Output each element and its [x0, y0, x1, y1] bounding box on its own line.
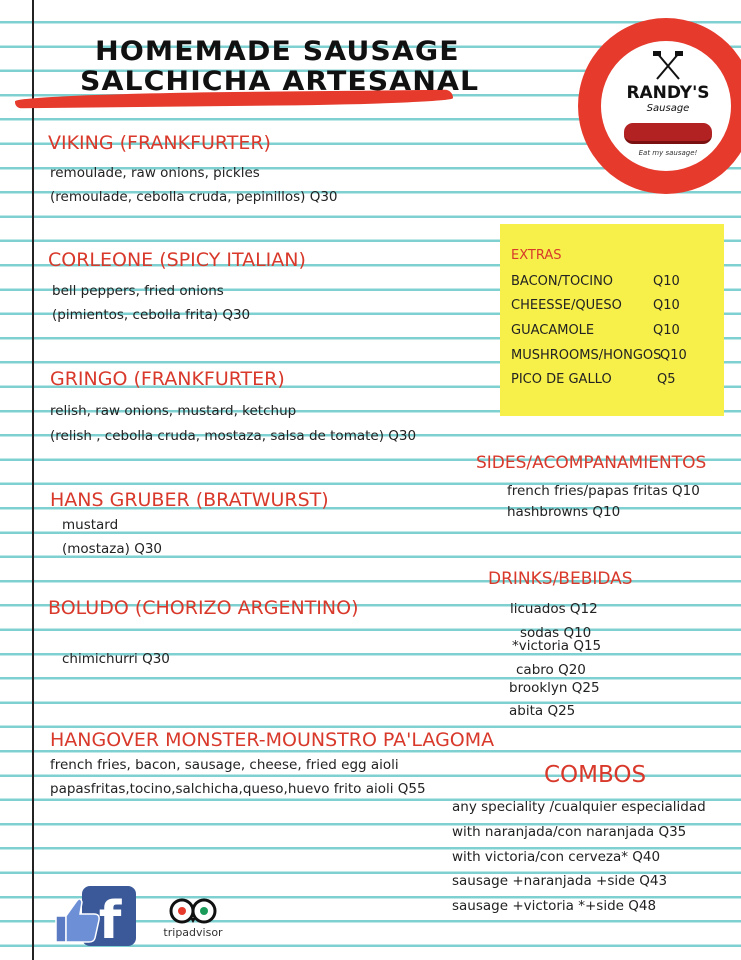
combos-item: sausage +victoria *+side Q48: [452, 898, 657, 914]
drinks-item: brooklyn Q25: [509, 680, 600, 696]
menu-item-line: (pimientos, cebolla frita) Q30: [52, 307, 251, 323]
combos-item: with victoria/con cerveza* Q40: [452, 849, 661, 865]
menu-item-name: CORLEONE (SPICY ITALIAN): [48, 249, 306, 271]
combos-title: COMBOS: [544, 762, 647, 788]
menu-item-line: (remoulade, cebolla cruda, pepinillos) Q30: [50, 189, 338, 205]
extras-item-name: GUACAMOLE: [511, 323, 595, 338]
grill-tools-icon: [651, 51, 685, 81]
logo-badge: [599, 39, 733, 173]
page-title-line1: HOMEMADE SAUSAGE: [95, 36, 460, 67]
notebook-margin-line: [32, 0, 34, 960]
menu-item-line: relish, raw onions, mustard, ketchup: [50, 403, 297, 419]
menu-item-line: mustard: [62, 517, 119, 533]
sausage-icon: [624, 123, 712, 144]
menu-item-name: HANGOVER MONSTER-MOUNSTRO PA'LAGOMA: [50, 729, 495, 751]
extras-item-name: MUSHROOMS/HONGOS: [511, 348, 662, 363]
drinks-item: abita Q25: [509, 703, 576, 719]
menu-item-line: french fries, bacon, sausage, cheese, fried egg aioli: [50, 757, 399, 773]
extras-item-price: Q10: [653, 274, 680, 289]
randys-logo: [578, 18, 741, 194]
menu-item-line: papasfritas,tocino,salchicha,queso,huevo frito aioli Q55: [50, 781, 426, 797]
page-title-line2: SALCHICHA ARTESANAL: [80, 66, 480, 97]
menu-item-line: chimichurri Q30: [62, 651, 170, 667]
menu-item-name: GRINGO (FRANKFURTER): [50, 368, 285, 390]
combos-item: with naranjada/con naranjada Q35: [452, 824, 687, 840]
logo-name: RANDY'S: [626, 83, 710, 103]
sides-item: hashbrowns Q10: [507, 504, 621, 520]
tripadvisor-logo[interactable]: [158, 896, 228, 944]
extras-item-price: Q10: [653, 298, 680, 313]
logo-tagline: Eat my sausage!: [638, 149, 698, 157]
menu-item-line: remoulade, raw onions, pickles: [50, 165, 260, 181]
extras-item-name: PICO DE GALLO: [511, 372, 612, 387]
menu-item-name: BOLUDO (CHORIZO ARGENTINO): [48, 597, 359, 619]
menu-item-name: HANS GRUBER (BRATWURST): [50, 489, 329, 511]
facebook-like-icon[interactable]: [52, 886, 136, 946]
sides-title: SIDES/ACOMPANAMIENTOS: [476, 453, 707, 473]
drinks-item: licuados Q12: [510, 601, 598, 617]
tripadvisor-label: tripadvisor: [163, 926, 223, 939]
combos-item: any speciality /cualquier especialidad: [452, 799, 706, 815]
svg-text:f: f: [98, 891, 122, 946]
menu-item-name: VIKING (FRANKFURTER): [48, 132, 271, 154]
drinks-item: *victoria Q15: [512, 638, 602, 654]
menu-item-line: bell peppers, fried onions: [52, 283, 224, 299]
combos-item: sausage +naranjada +side Q43: [452, 873, 668, 889]
sides-item: french fries/papas fritas Q10: [507, 483, 700, 499]
extras-title: EXTRAS: [511, 248, 562, 263]
logo-subtitle: Sausage: [646, 103, 690, 114]
extras-item-price: Q5: [657, 372, 676, 387]
drinks-item: cabro Q20: [516, 662, 586, 678]
drinks-item: sodas Q10: [520, 625, 592, 641]
tripadvisor-owl-icon: [168, 896, 218, 924]
drinks-title: DRINKS/BEBIDAS: [488, 569, 633, 589]
extras-box: [500, 224, 724, 416]
extras-item-price: Q10: [653, 323, 680, 338]
menu-item-line: (mostaza) Q30: [62, 541, 162, 557]
extras-item-name: CHEESSE/QUESO: [511, 298, 622, 313]
extras-item-price: Q10: [660, 348, 687, 363]
menu-item-line: (relish , cebolla cruda, mostaza, salsa de tomate) Q30: [50, 428, 417, 444]
extras-item-name: BACON/TOCINO: [511, 274, 614, 289]
